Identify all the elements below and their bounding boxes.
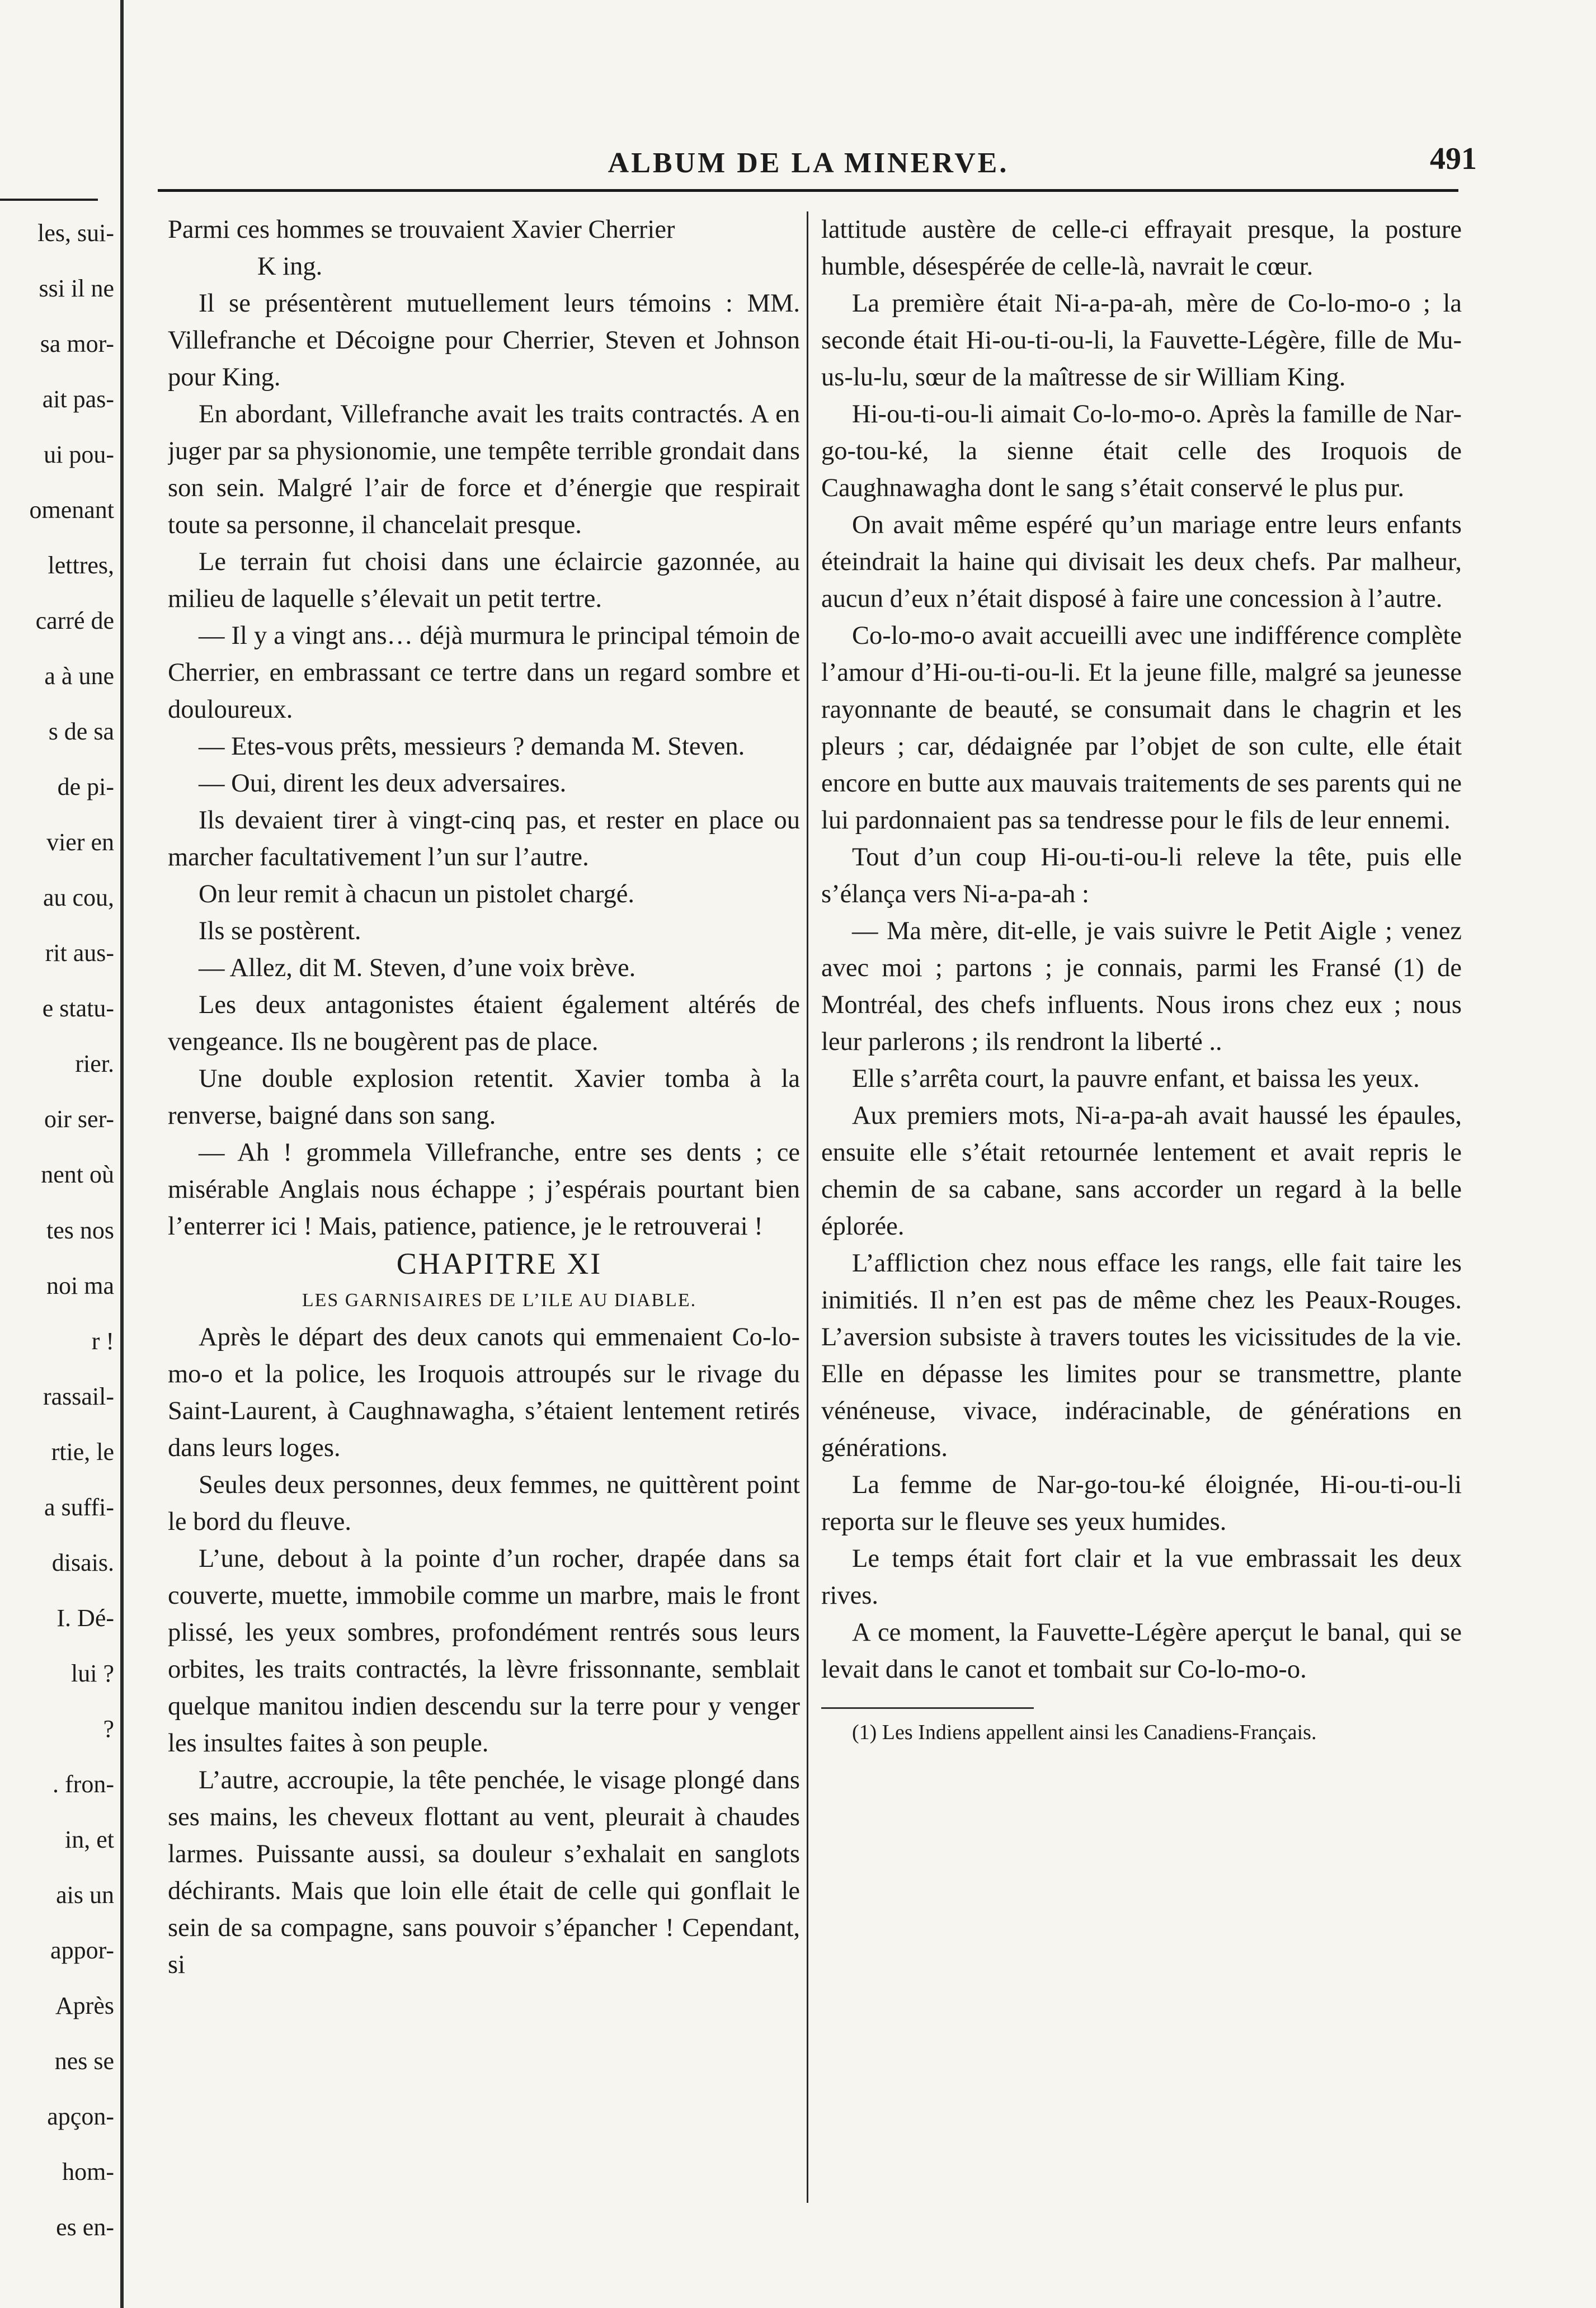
page-header bbox=[157, 142, 1477, 186]
paragraph: Tout d’un coup Hi-ou-ti-ou-li releve la tête, puis elle s’élança vers Ni-a-pa-ah : bbox=[821, 843, 1462, 908]
margin-fragment: appor- bbox=[50, 1937, 114, 1964]
paragraph: lattitude austère de celle-ci effrayait presque, la posture humble, désespérée de celle-là, navrait le cœur. bbox=[821, 215, 1462, 281]
margin-fragment: vier en bbox=[46, 828, 114, 856]
paragraph: La femme de Nar-go-tou-ké éloignée, Hi-ou-ti-ou-li reporta sur le fleuve ses yeux humides. bbox=[821, 1471, 1462, 1536]
paragraph: Parmi ces hommes se trouvaient Xavier Cherrier bbox=[168, 215, 675, 244]
margin-fragment: e statu- bbox=[42, 995, 114, 1022]
margin-fragment: a suffi- bbox=[44, 1494, 114, 1521]
right-column bbox=[821, 211, 1462, 2236]
margin-fragment: ui pou- bbox=[44, 441, 114, 468]
margin-fragment: r ! bbox=[91, 1327, 114, 1355]
margin-fragment: lui ? bbox=[71, 1660, 114, 1687]
margin-fragment: ssi il ne bbox=[39, 275, 114, 302]
paragraph: Ils devaient tirer à vingt-cinq pas, et rester en place ou marcher facultativement l’un sur l’autre. bbox=[168, 806, 800, 872]
paragraph: L’une, debout à la pointe d’un rocher, drapée dans sa couverte, muette, immobile comme un marbre, mais le front plissé, les yeux sombres, profondément rentrés sous leurs orbites, les traits contractés, la lèvre frissonnante, semblait quelque manitou indien descendu sur la terre pour y venger les insultes faites à son peuple. bbox=[168, 1544, 800, 1758]
margin-fragment: omenant bbox=[29, 496, 114, 524]
header-rule bbox=[158, 189, 1458, 192]
margin-fragment: rit aus- bbox=[45, 939, 114, 967]
paragraph: En abordant, Villefranche avait les traits contractés. A en juger par sa physionomie, une tempête terrible grondait dans son sein. Malgré l’air de force et d’énergie que respirait toute sa personne, il chancelait presque. bbox=[168, 400, 800, 539]
paragraph: La première était Ni-a-pa-ah, mère de Co-lo-mo-o ; la seconde était Hi-ou-ti-ou-li, la Fauvette-Légère, fille de Mu-us-lu-lu, sœur de la maîtresse de sir William King. bbox=[821, 289, 1462, 392]
margin-fragment: nes se bbox=[54, 2047, 114, 2075]
margin-fragment: hom- bbox=[62, 2158, 114, 2185]
paragraph: L’affliction chez nous efface les rangs, elle fait taire les inimitiés. Il n’en est pas de même chez les Peaux-Rouges. L’aversion subsiste à travers toutes les vicissitudes de la vie. Elle en dépasse les limites pour se transmettre, plante vénéneuse, vivace, indéracinable, de générations en générations. bbox=[821, 1249, 1462, 1462]
paragraph: Une double explosion retentit. Xavier tomba à la renverse, baigné dans son sang. bbox=[168, 1064, 800, 1130]
paragraph: Elle s’arrêta court, la pauvre enfant, et baissa les yeux. bbox=[852, 1064, 1420, 1093]
margin-fragment: es en- bbox=[56, 2213, 114, 2241]
paragraph: — Etes-vous prêts, messieurs ? demanda M. Steven. bbox=[199, 732, 745, 761]
paragraph: On leur remit à chacun un pistolet chargé. bbox=[199, 880, 635, 908]
margin-fragment: oir ser- bbox=[44, 1105, 114, 1133]
paragraph: Hi-ou-ti-ou-li aimait Co-lo-mo-o. Après la famille de Nar-go-tou-ké, la sienne était celle des Iroquois de Caughnawagha dont le sang s’était conservé le plus pur. bbox=[821, 400, 1462, 502]
margin-fragment: . fron- bbox=[53, 1770, 114, 1798]
margin-fragment: apçon- bbox=[47, 2103, 114, 2130]
margin-fragment: in, et bbox=[65, 1826, 114, 1853]
margin-fragment: rier. bbox=[75, 1050, 114, 1077]
margin-fragment: I. Dé- bbox=[57, 1604, 114, 1632]
paragraph: Ils se postèrent. bbox=[199, 917, 361, 945]
footnote-rule bbox=[821, 1707, 1034, 1709]
paragraph: — Il y a vingt ans… déjà murmura le principal témoin de Cherrier, en embrassant ce tertre dans un regard sombre et douloureux. bbox=[168, 621, 800, 724]
paragraph: — Oui, dirent les deux adversaires. bbox=[199, 769, 567, 798]
paragraph: Après le départ des deux canots qui emmenaient Co-lo-mo-o et la police, les Iroquois attroupés sur le rivage du Saint-Laurent, à Caughnawagha, s’étaient lentement retirés dans leurs loges. bbox=[168, 1323, 800, 1462]
paragraph: Les deux antagonistes étaient également altérés de vengeance. Ils ne bougèrent pas de place. bbox=[168, 991, 800, 1056]
paragraph: A ce moment, la Fauvette-Légère aperçut le banal, qui se levait dans le canot et tombait sur Co-lo-mo-o. bbox=[821, 1618, 1462, 1684]
left-column bbox=[168, 211, 800, 2236]
paragraph: — Allez, dit M. Steven, d’une voix brève. bbox=[199, 954, 636, 982]
paragraph: On avait même espéré qu’un mariage entre leurs enfants éteindrait la haine qui divisait les deux chefs. Par malheur, aucun d’eux n’était disposé à faire une concession à l’autre. bbox=[821, 511, 1462, 613]
margin-fragment: les, sui- bbox=[37, 219, 114, 247]
paragraph: K ing. bbox=[257, 252, 323, 281]
margin-fragment: ais un bbox=[56, 1881, 114, 1909]
footnote: (1) Les Indiens appellent ainsi les Canadiens-Français. bbox=[852, 1721, 1317, 1744]
margin-fragment: rtie, le bbox=[51, 1438, 114, 1466]
paragraph: — Ma mère, dit-elle, je vais suivre le Petit Aigle ; venez avec moi ; partons ; je connais, parmi les Fransé (1) de Montréal, des chefs influents. Nous irons chez eux ; nous leur parlerons ; ils rendront la liberté .. bbox=[821, 917, 1462, 1056]
margin-fragment: de pi- bbox=[57, 773, 114, 800]
margin-fragment: tes nos bbox=[46, 1217, 114, 1244]
margin-fragment: sa mor- bbox=[40, 330, 114, 357]
margin-fragment: nent où bbox=[41, 1161, 114, 1188]
chapter-subtitle: LES GARNISAIRES DE L’ILE AU DIABLE. bbox=[302, 1290, 697, 1311]
page-number: 491 bbox=[1430, 142, 1477, 176]
margin-fragment: s de sa bbox=[48, 718, 114, 745]
margin-fragment: Après bbox=[55, 1992, 114, 2019]
margin-fragment: carré de bbox=[35, 607, 114, 634]
margin-fragment: rassail- bbox=[43, 1383, 114, 1410]
paragraph: Il se présentèrent mutuellement leurs témoins : MM. Villefranche et Décoigne pour Cherrier, Steven et Johnson pour King. bbox=[168, 289, 800, 392]
margin-fragment: au cou, bbox=[43, 884, 114, 911]
previous-page-margin bbox=[0, 0, 124, 2308]
paragraph: — Ah ! grommela Villefranche, entre ses dents ; ce misérable Anglais nous échappe ; j’espérais pourtant bien l’enterrer ici ! Mais, patience, patience, je le retrouverai ! bbox=[168, 1138, 800, 1241]
margin-fragment: lettres, bbox=[48, 552, 114, 579]
margin-fragment: noi ma bbox=[46, 1272, 114, 1299]
margin-fragment: a à une bbox=[44, 662, 114, 690]
paragraph: L’autre, accroupie, la tête penchée, le visage plongé dans ses mains, les cheveux flottant au vent, pleurait à chaudes larmes. Puissante aussi, sa douleur s’exhalait en sanglots déchirants. Mais que loin elle était de celle qui gonflait le sein de sa compagne, sans pouvoir s’épancher ! Cependant, si bbox=[168, 1766, 800, 1979]
paragraph: Seules deux personnes, deux femmes, ne quittèrent point le bord du fleuve. bbox=[168, 1471, 800, 1536]
running-title: ALBUM DE LA MINERVE. bbox=[608, 147, 1009, 179]
margin-fragment: ? bbox=[103, 1715, 114, 1742]
column-divider bbox=[807, 211, 808, 2203]
margin-fragment: ait pas- bbox=[42, 385, 114, 413]
paragraph: Le temps était fort clair et la vue embrassait les deux rives. bbox=[821, 1544, 1462, 1610]
paragraph: Le terrain fut choisi dans une éclaircie gazonnée, au milieu de laquelle s’élevait un petit tertre. bbox=[168, 548, 800, 613]
margin-fragment: disais. bbox=[51, 1549, 114, 1576]
previous-page-rule bbox=[0, 199, 98, 201]
paragraph: Aux premiers mots, Ni-a-pa-ah avait haussé les épaules, ensuite elle s’était retournée lentement et avait repris le chemin de sa cabane, sans accorder un regard à la belle éplorée. bbox=[821, 1101, 1462, 1241]
paragraph: Co-lo-mo-o avait accueilli avec une indifférence complète l’amour d’Hi-ou-ti-ou-li. Et la jeune fille, malgré sa jeunesse rayonnante de beauté, se consumait dans le chagrin et les pleurs ; car, dédaignée par l’objet de son culte, elle était encore en butte aux mauvais traitements de ses parents qui ne lui pardonnaient pas sa tendresse pour le fils de leur ennemi. bbox=[821, 621, 1462, 835]
chapter-title: CHAPITRE XI bbox=[396, 1247, 602, 1280]
